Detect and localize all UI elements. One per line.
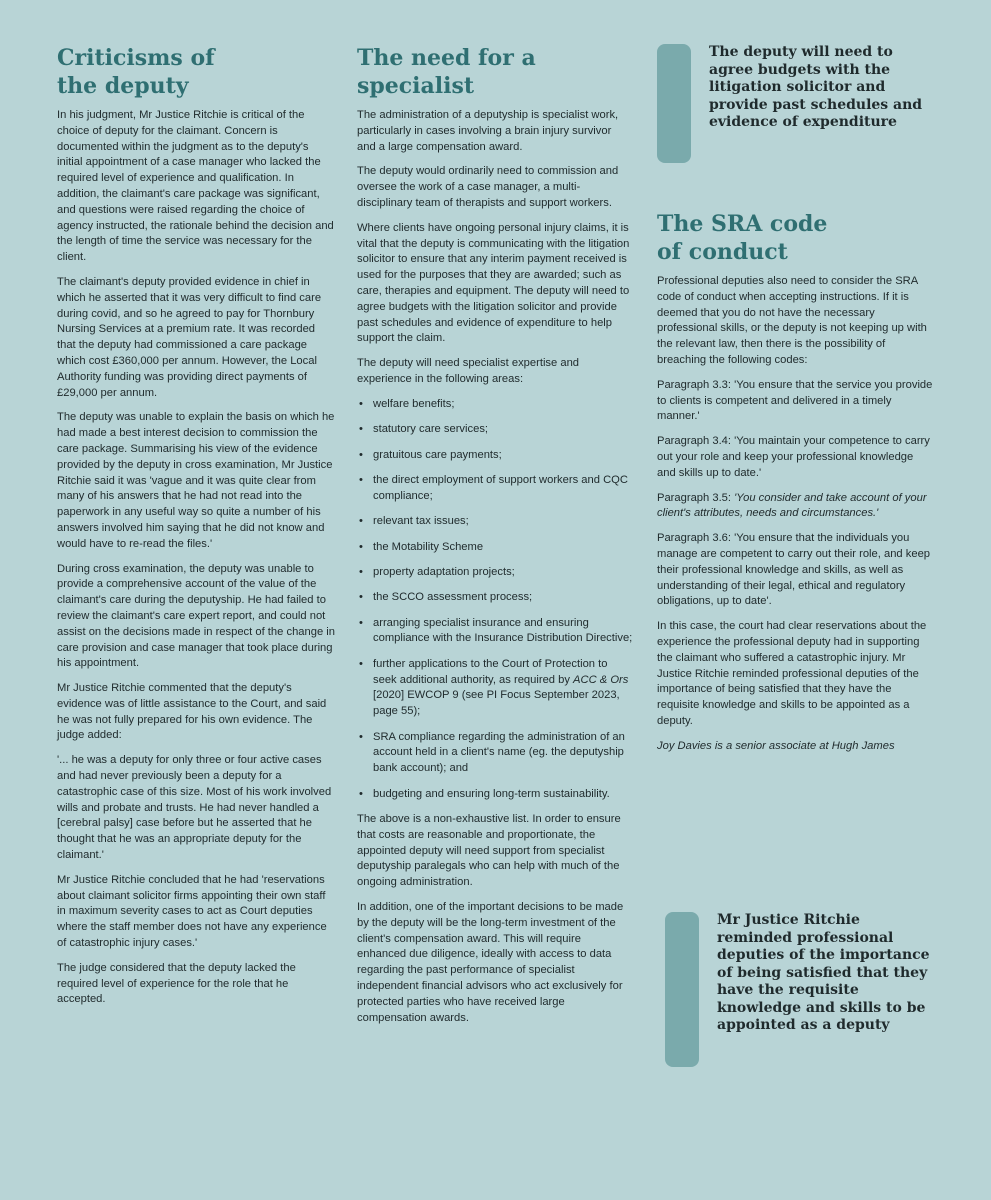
list-item: • the Motability Scheme — [357, 540, 633, 556]
pullquote-bar — [657, 44, 691, 163]
paragraph: Professional deputies also need to consider the SRA code of conduct when accepting instructions. If it is deemed that you do not have the necessary professional skills, or the deputy is not keeping up with the relevant law, then there is the possibility of breaching the following codes: — [657, 275, 927, 366]
list-item: • welfare benefits; — [357, 397, 633, 413]
column-sra-code — [657, 210, 933, 764]
judge-quote: '... he was a deputy for only three or four active cases and had never previously been a deputy for a catastrophic case of this size. Most of his work involved wills and probate and trusts. He had never handled a [cerebral palsy] case before but he asserted that he thought that he was an appropriate deputy for the claimant.' — [57, 754, 332, 862]
column-criticisms — [57, 44, 335, 1017]
paragraph: In addition, one of the important decisions to be made by the deputy will be the long-term investment of the client's compensation award. This will require enhanced due diligence, ideally with access to data regarding the past performance of specialist independent financial advisors who act exclusively for protected parties who have received large compensation awards. — [357, 901, 624, 1024]
list-item: • the direct employment of support workers and CQC compliance; — [357, 473, 633, 505]
pullquote-text: Mr Justice Ritchie reminded professional deputies of the importance of being satisfied that they have the requisite knowledge and skills to be appointed as a deputy — [717, 912, 930, 1033]
paragraph: Where clients have ongoing personal injury claims, it is vital that the deputy is communicating with the litigation solicitor to ensure that any interim payment received is used for the purposes that they are awarded; such as care, therapies and equipment. The deputy will need to agree budgets with the litigation solicitor and provide past schedules and evidence of expenditure to help support the claim. — [357, 221, 630, 345]
list-item: • SRA compliance regarding the administration of an account held in a client's name (eg. the deputyship bank account); and — [357, 730, 633, 777]
paragraph: Mr Justice Ritchie commented that the deputy's evidence was of little assistance to the Court, and said he was not fully prepared for his own evidence. The judge added: — [57, 682, 327, 742]
column-specialist — [357, 44, 633, 1035]
heading-criticisms: Criticisms of the deputy — [57, 45, 215, 99]
list-item: • property adaptation projects; — [357, 565, 633, 581]
paragraph: The deputy was unable to explain the basis on which he had made a best interest decision to commission the care package. Summarising his view of the evidence provided by the deputy in cross examination, Mr Justice Ritchie said it was 'vague and it was quite clear from many of his answers that he had not read into the paperwork in any useful way so quite a number of his answers involved him saying that he did not know and would have to re-read the files.' — [57, 411, 335, 550]
list-item: • gratuitous care payments; — [357, 448, 633, 464]
pullquote-text: The deputy will need to agree budgets with the litigation solicitor and provide past schedules and evidence of expenditure — [709, 44, 923, 130]
heading-need-for-specialist: The need for a specialist — [357, 45, 536, 99]
author-note: Joy Davies is a senior associate at Hugh James — [657, 739, 895, 752]
list-item: • arranging specialist insurance and ensuring compliance with the Insurance Distribution Directive; — [357, 616, 633, 648]
list-item: • budgeting and ensuring long-term sustainability. — [357, 787, 633, 803]
list-item: • the SCCO assessment process; — [357, 590, 633, 606]
paragraph-3-3: Paragraph 3.3: 'You ensure that the service you provide to clients is competent and delivered in a timely manner.' — [657, 378, 933, 423]
paragraph: The deputy would ordinarily need to commission and oversee the work of a case manager, a multi-disciplinary team of therapists and support workers. — [357, 165, 619, 209]
paragraph-3-4: Paragraph 3.4: 'You maintain your competence to carry out your role and keep your professional knowledge and skills up to date.' — [657, 435, 930, 479]
list-item: • further applications to the Court of Protection to seek additional authority, as required by ACC & Ors [2020] EWCOP 9 (see PI Focus September 2023, page 55); — [357, 657, 633, 720]
pullquote-bar — [665, 912, 699, 1067]
paragraph: The judge considered that the deputy lacked the required level of experience for the role that he accepted. — [57, 961, 296, 1006]
paragraph: The above is a non-exhaustive list. In order to ensure that costs are reasonable and proportionate, the appointed deputy will need support from specialist deputyship paralegals who can help with much of the ongoing administration. — [357, 813, 621, 889]
paragraph: The claimant's deputy provided evidence in chief in which he asserted that it was very difficult to find care during covid, and so he agreed to pay for Thornbury Nursing Services at a premium rate. It was recorded that the deputy had commissioned a care package which cost £360,000 per annum. However, the Local Authority funding was providing direct payments of £29,000 per annum. — [57, 275, 322, 399]
list-item: • relevant tax issues; — [357, 514, 633, 530]
list-item: • statutory care services; — [357, 422, 633, 438]
paragraph-3-6: Paragraph 3.6: 'You ensure that the individuals you manage are competent to carry out their role, and keep their professional knowledge and skills, as well as understanding of their legal, ethical and regulatory obligations, up to date'. — [657, 532, 931, 608]
paragraph: During cross examination, the deputy was unable to provide a comprehensive account of the value of the claimant's care during the deputyship. He had failed to review the claimant's care expert report, and could not assist on the decisions made in respect of the change in care provision and case manager that took place during his appointment. — [57, 562, 335, 670]
paragraph: In his judgment, Mr Justice Ritchie is critical of the choice of deputy for the claimant. Concern is documented within the judgment as to the deputy's initial appointment of a case manager who lacked the required level of experience and qualification. In addition, the claimant's care package was significant, and questions were raised regarding the choice of agency instructed, the rationale behind the decision and the length of time the service was necessary for the client. — [57, 109, 334, 264]
expertise-list — [357, 397, 633, 803]
pullquote-reminder — [665, 912, 933, 1067]
paragraph: Mr Justice Ritchie concluded that he had 'reservations about claimant solicitor firms appointing their own staff in maximum severity cases to act as Court deputies where the staff member does not have any experience of catastrophic injury cases.' — [57, 873, 327, 950]
paragraph: The administration of a deputyship is specialist work, particularly in cases involving a brain injury survivor and a large compensation award. — [357, 109, 619, 153]
paragraph: The deputy will need specialist expertise and experience in the following areas: — [357, 357, 580, 385]
heading-sra-code: The SRA code of conduct — [657, 211, 828, 265]
paragraph-3-5: Paragraph 3.5: 'You consider and take account of your client's attributes, needs and circumstances.' — [657, 491, 927, 520]
pullquote-budgets — [657, 44, 933, 163]
paragraph: In this case, the court had clear reservations about the experience the professional deputy had in supporting the claimant who suffered a catastrophic injury. Mr Justice Ritchie reminded professional deputies of the importance of being satisfied that they have the requisite knowledge and skills to be appointed as a deputy. — [657, 620, 927, 727]
